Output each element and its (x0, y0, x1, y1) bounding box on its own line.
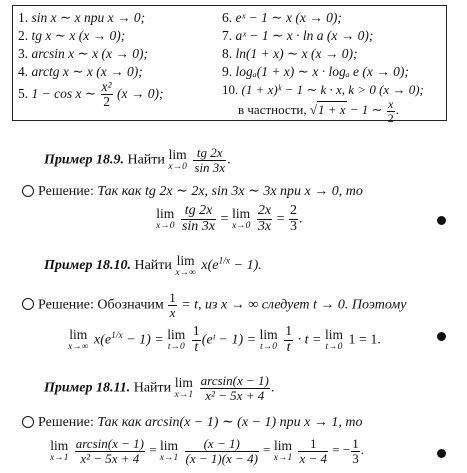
solution-marker-icon (22, 416, 34, 428)
end-of-solution-icon (437, 332, 446, 341)
end-of-solution-icon (437, 216, 446, 225)
table-row-2: 2. tg x ∼ x (x → 0); (18, 28, 126, 43)
solution-marker-icon (22, 298, 34, 310)
table-row-8: 8. ln(1 + x) ∼ x (x → 0); (222, 46, 358, 61)
table-note: в частности, √1 + x − 1 ∼ $\frac{x}{2}$ . (238, 97, 399, 125)
example-18-11-formula: lim x→1 $\frac{\arcsin(x - 1)}{\text{x² − 5x + 4}}$ = lim x→1 $\frac{(x - 1)}{(x - 1)(x - 4)}$ = lim x→1 $\frac{1}{x - 4}$ = − $\frac{1}{3}$ . (50, 436, 364, 466)
table-row-7: 7. aˣ − 1 ∼ x · ln a (x → 0); (222, 28, 374, 43)
example-18-11-solution-intro: Решение: Так как arcsin(x − 1) ∼ (x − 1) при x → 1, то (22, 414, 363, 431)
example-18-9-solution-intro: Решение: Так как tg 2x ∼ 2x, sin 3x ∼ 3x при x → 0, то (22, 183, 363, 200)
table-row-3: 3. arcsin x ∼ x (x → 0); (18, 46, 149, 61)
end-of-solution-icon (437, 449, 446, 458)
example-18-11-heading: Пример 18.11. Найти lim x→1 $\frac{\arcsin(x - 1)}{\text{x² − 5x + 4}}$ . (44, 373, 275, 403)
table-row-6: 6. eˣ − 1 ∼ x (x → 0); (222, 10, 342, 25)
example-18-10-heading: Пример 18.10. Найти lim x→∞ $x(e^{1/x} - 1)$. (44, 253, 262, 278)
table-row-5: 5. 1 − cos x ∼ $\frac{\text{x²}}{2}$ (x → 0); (18, 79, 164, 110)
table-row-4: 4. arctg x ∼ x (x → 0); (18, 64, 143, 79)
example-18-10-solution-intro: Решение: Обозначим $\frac{1}{x}$ = t, из x → ∞ следует t → 0. Поэтому (22, 291, 407, 319)
table-row-10: 10. (1 + x)ᵏ − 1 ∼ k · x, k > 0 (x → 0); (222, 82, 424, 97)
example-18-9-heading: Пример 18.9. Найти lim x→0 $\frac{tg 2x}{\sin 3x}$ . (44, 145, 231, 175)
table-row-1: 1. sin x ∼ x при x → 0; (18, 10, 146, 25)
example-18-9-formula: lim x→0 $\frac{tg 2x}{\sin 3x}$ = lim x→0 $\frac{2x}{3x}$ = $\frac{2}{3}$ . (156, 203, 303, 234)
solution-marker-icon (22, 185, 34, 197)
table-row-9: 9. logₐ(1 + x) ∼ x · logₐ e (x → 0); (222, 64, 409, 79)
example-18-10-formula: lim x→∞ $x(e^{1/x} - 1)$ = lim t→0 $\frac{1}{t}$ (eᵗ − 1) = lim t→0 $\frac{1}{t}$ · t = lim t→0 1 = 1. (68, 324, 381, 355)
